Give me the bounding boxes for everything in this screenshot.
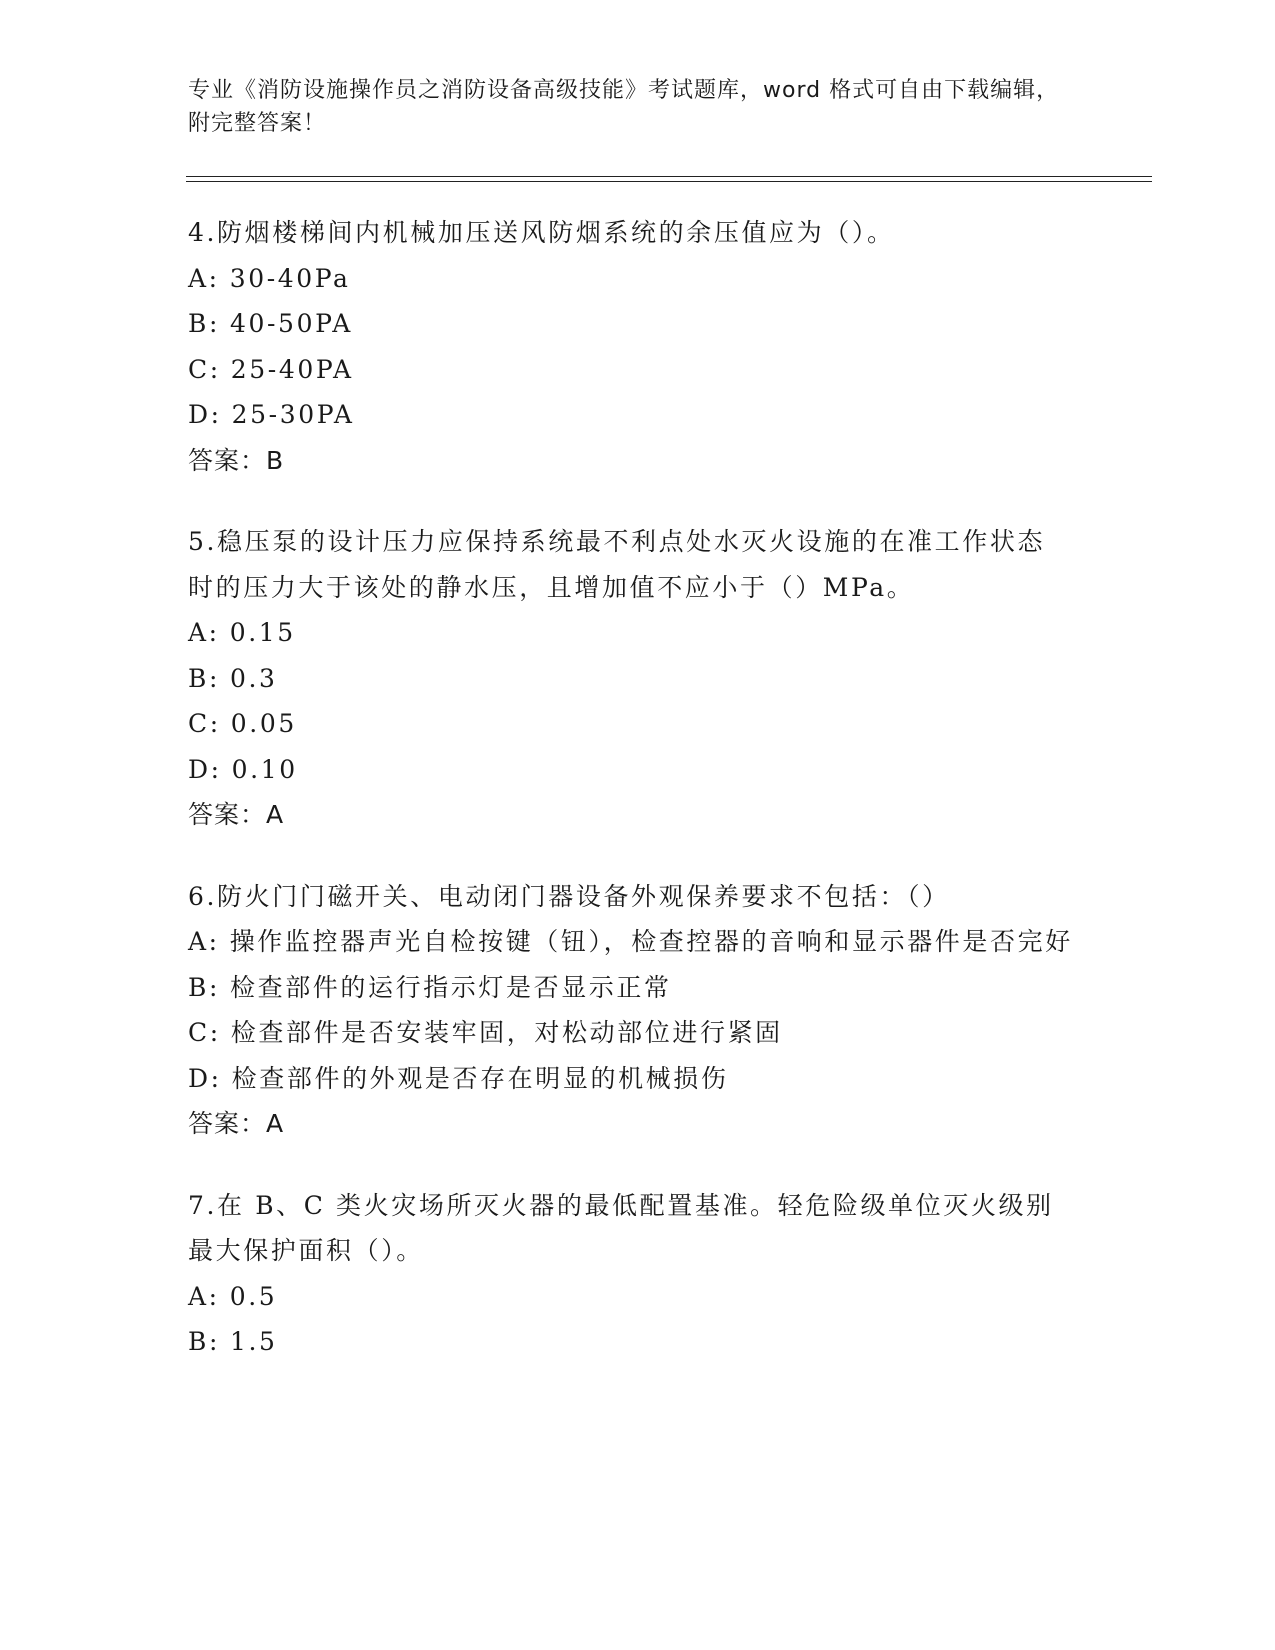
document-header [188,74,1068,140]
answer-line: 答案：A [188,800,285,829]
header-divider-top [186,176,1152,177]
question-text: 5.稳压泵的设计压力应保持系统最不利点处水灭火设施的在准工作状态时的压力大于该处的静水压，且增加值不应小于（）MPa。 [188,527,1046,602]
question-5 [188,519,1088,838]
question-text: 6.防火门门磁开关、电动闭门器设备外观保养要求不包括：（） [188,881,950,911]
question-text: 7.在 B、C 类火灾场所灭火器的最低配置基准。轻危险级单位灭火级别最大保护面积（）。 [188,1190,1054,1265]
question-text: 4.防烟楼梯间内机械加压送风防烟系统的余压值应为（）。 [188,218,895,247]
option-a [188,256,1088,302]
option-key: A: [188,927,220,956]
option-c [188,347,1088,393]
option-text: 30-40Pa [229,263,351,293]
answer-line: 答案：A [188,1109,285,1138]
option-c [188,701,1088,747]
option-key: B: [188,1327,220,1356]
question-7 [188,1183,1088,1365]
option-d [188,392,1088,438]
option-a [188,1274,1088,1320]
header-divider-bottom [186,181,1152,182]
option-key: A: [188,618,220,647]
option-key: B: [188,972,220,1002]
option-b [188,301,1088,347]
option-key: B: [188,309,220,338]
option-d [188,1056,1088,1102]
option-text: 操作监控器声光自检按键（钮），检查控器的音响和显示器件是否完好 [229,927,1073,956]
question-list [188,210,1088,1401]
option-text: 0.05 [230,709,297,738]
option-a [188,610,1088,656]
header-text: 专业《消防设施操作员之消防设备高级技能》考试题库，word 格式可自由下载编辑，附完整答案！ [188,78,1060,136]
option-key: D: [188,400,222,429]
answer-line: 答案：B [188,445,285,475]
option-text: 0.10 [231,754,298,784]
option-key: D: [188,754,222,784]
option-c [188,1010,1088,1056]
option-text: 检查部件的外观是否存在明显的机械损伤 [231,1063,729,1093]
option-text: 25-40PA [230,354,354,384]
option-d [188,747,1088,793]
option-key: B: [188,663,220,693]
option-key: D: [188,1063,222,1093]
option-text: 1.5 [230,1327,278,1356]
option-b [188,656,1088,702]
option-b [188,1319,1088,1365]
option-text: 检查部件的运行指示灯是否显示正常 [230,972,672,1002]
option-text: 40-50PA [230,309,353,338]
option-text: 0.3 [230,663,278,693]
option-key: C: [188,709,221,738]
option-text: 0.5 [229,1281,278,1311]
question-6 [188,874,1088,1147]
option-key: C: [188,354,221,384]
option-text: 25-30PA [231,400,355,429]
option-a [188,919,1088,965]
option-b [188,965,1088,1011]
option-key: A: [188,1281,220,1311]
option-text: 检查部件是否安装牢固，对松动部位进行紧固 [230,1018,783,1047]
option-text: 0.15 [229,618,296,647]
option-key: C: [188,1018,221,1047]
question-4 [188,210,1088,483]
option-key: A: [188,263,220,293]
